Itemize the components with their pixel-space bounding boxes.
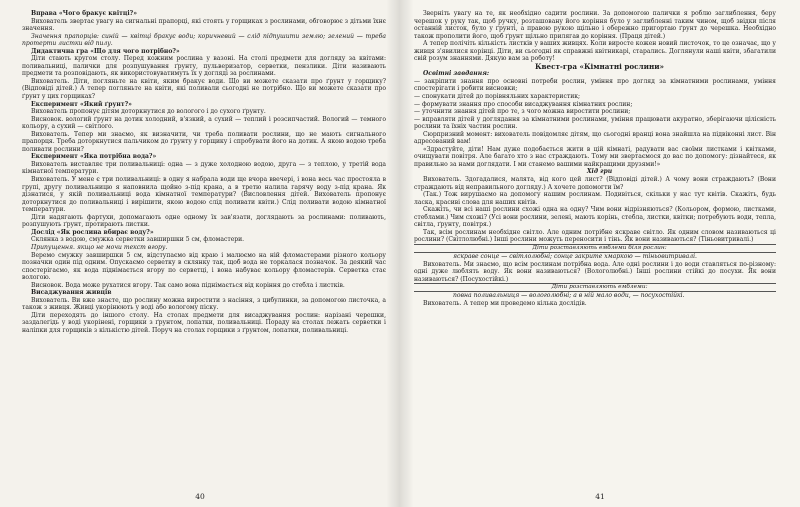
tasks-label: Освітні завдання: — [423, 70, 490, 78]
paragraph: Вихователь. А тепер ми проведемо кілька дослідів. — [423, 299, 587, 307]
paragraph: Висновок. вологий ґрунт на дотик холодний, в'язкий, а сухий — теплий і розсипчастий. Вологий — темного кольору, а сухий — світлого. — [22, 115, 386, 131]
paragraph: Вихователь звертає увагу на сигнальні прапорці, які стоять у горщиках з рослинами, обговорює з дітьми їхнє значення. — [22, 17, 386, 33]
task-item: — вправляти дітей у доглядання за кімнатними рослинами, уміння працювати акуратно, зберігаючи цілісність рослини та їхніх частин рослин. — [414, 115, 776, 131]
paragraph: Вихователь. Здогадалися, малята, від кого цей лист? (Відповіді дітей.) А чому вони страждають? (Вони страждають від неправильного догляду.) А хочете допомогти їм? — [414, 176, 776, 191]
task-item: — уточнити знання дітей про те, з чого можна виростити рослини; — [414, 108, 631, 116]
section-heading: Дидактична гра «Що для чого потрібно?» — [31, 47, 180, 55]
paragraph: Діти надягають фартухи, допомагають одне одному їх зав'язати, доглядають за рослинами: поливають, розпушують ґрунт, протирають листки. — [22, 213, 386, 229]
task-item: — закріпити знання про основні потреби рослин, уміння про догляд за кімнатними рослинами, уміння спостерігати і робити висновки; — [414, 77, 776, 93]
page-number: 41 — [595, 492, 605, 501]
paragraph: Вихователь. Діти, погляньте на квіти, яким бракує води. Що ви можете сказати про ґрунт у горщику? (Відповіді дітей.) А тепер погляньте на квіти, які поливали сьогодні не потрібно. Що ви можете сказати про ґрунт у цих горщиках? — [22, 77, 386, 101]
section-heading: Вправа «Чого бракує квітці?» — [31, 10, 137, 17]
section-heading: Хід гри — [586, 168, 613, 176]
paragraph: (Так.) Тож вирушаємо на допомогу нашим рослинам. Подивіться, скільки у нас тут квітів. Скажіть, будь ласка, красиві слова для наших квітів. — [414, 191, 776, 206]
task-item: — спонукати дітей до порівняльних характеристик; — [414, 93, 581, 101]
section-heading: Експеримент «Яка потрібна вода?» — [31, 153, 157, 161]
paragraph: Сюрпризний момент: вихователь повідомляє дітям, що сьогодні вранці вона знайшла на підвіконні лист. Він адресований вам! — [414, 130, 776, 146]
right-page — [400, 0, 800, 507]
paragraph: Вихователь виставляє три поливальниці: одна — з дуже холодною водою, друга — з теплою, у третій вода кімнатної температури. — [22, 160, 386, 176]
paragraph: Зверніть увагу на те, як необхідно садити рослини. За допомогою палички я роблю заглиблення, беру черешок у руку так, щоб ручку, розташовану його коріння було у заглибленні таким чином, щоб звідки після останній листок, було у ґрунті, а правою рукою щільно і обережно пригортаю ґрунт до черешка. Необхідно також прополити його, щоб ґрунт щільно прилягав до коріння. (Праця дітей.) — [414, 10, 776, 40]
paragraph: Висновок. Вода може рухатися вгору. Так само вона піднімається від коріння до стебла і листків. — [31, 281, 345, 289]
paragraph: Припущення. якщо не мочи текст вгору. — [31, 243, 168, 251]
paragraph: А тепер полічіть кількість листків у ваших живцях. Коли виросте кожен новий листочок, то це означає, що у живця з'явилися корінці. Діти, ви сьогодні як справжні квітникарі, старались. Доглянули наші квіти, збагатили свій розум знаннями. Дякую вам за роботу! — [414, 40, 776, 63]
caption-box: Діти розставляють емблеми: — [414, 283, 776, 292]
section-heading: Висаджування живців — [31, 289, 112, 297]
page-number: 40 — [195, 492, 205, 501]
left-page-content — [22, 10, 386, 335]
paragraph: Вихователь. Тепер ми знаємо, як визначити, чи треба поливати рослини, що не мають сигнального прапорця. Треба доторкнутися пальчиком до ґрунту у горщику і спробувати його на дотик. А якою водою треба поливати рослини? — [22, 130, 386, 153]
letter-text: «Здрастуйте, діти! Нам дуже подобається жити в цій кімнаті, радувати вас своїми листками і квітками, очищувати повітря. Але багато хто з нас страждають. Тому ми звертаємося до вас по допомогу: дізнайтеся, як правильно за нами доглядати. І ми станемо вашими найкращими друзями!» — [414, 145, 776, 168]
emblem-list: яскраве сонце — світлолюбні; сонце закрите хмаркою — тіньовитривалі. — [453, 252, 697, 260]
right-page-content — [414, 10, 776, 307]
paragraph: Веремо смужку завширшки 5 см, відступаємо від краю і малюємо на ній фломастерами різного кольору позначки один під одним. Опускаємо серветку в склянку так, щоб вода не торкалася позначок. За деякий час спостерігаємо, як вода піднімається вгору по серветці, і вона набуває кольору фломастерів. Серветка стає вологою. — [22, 251, 386, 282]
paragraph: Вихователь пропонує дітям доторкнутися до вологого і до сухого ґрунту. — [31, 108, 266, 116]
paragraph: Скажіть, чи всі наші рослини схожі одна на одну? Чим вони відрізняються? (Кольором, формою, листками, стеблами.) Чим схожі? (Усі вони рослини, зелені, мають корінь, стебла, листки, квітки; потребують води, тепла, світла, ґрунту, повітря.) — [414, 206, 776, 229]
paragraph: Склянка з водою, смужка серветки завширшки 5 см, фломастери. — [31, 236, 245, 244]
section-heading: Дослід «Як рослина вбирає воду?» — [31, 228, 154, 236]
paragraph: Значення прапорців: синій — квітці бракує води; коричневий — слід підпушити землю; зелений — треба протерти листки від пилу. — [22, 32, 386, 48]
caption-box: Діти розставляють емблеми біля рослин: — [414, 244, 776, 253]
paragraph: Діти переходять до іншого столу. На столах предмети для висаджування рослин: нарізані черешки, заздалегідь у воді укорінені, горщики з ґрунтом, лопатки, поливальниці. Пораду на столах лежать серветки і наліпки для горщиків з кількістю дітей. Поруч на столах горщики з ґрунтом, лопатки, поливальниці. — [22, 311, 386, 334]
section-heading: Експеримент «Який ґрунт?» — [31, 100, 132, 108]
task-item: — формувати знання про способи висаджування кімнатних рослин; — [414, 100, 633, 108]
paragraph: Вихователь. Ви вже знаєте, що рослину можна виростити з насіння, з цибулинки, за допомогою листочка, а також з живця. Живці укорінюють у воді або вологому піску. — [22, 296, 386, 312]
paragraph: Вихователь. У мене є три поливальниці: в одну я набрала води ще вчора ввечері, і вона весь час простояла в групі, другу поливальницю я наповнила щойно з-під крана, а в третю налила гарячу воду з-під крана. Як дізнатися, у якій поливальниці вода кімнатної температури? (Висловлення дітей. Вихователь пропонує доторкнутися до поливальниці і вирішити, якою водою слід поливати квіти.) Слід поливати водою кімнатної температури. — [22, 176, 386, 214]
paragraph: Так, всім рослинам необхідне світло. Але одним потрібне яскраве світло. Як одним словом називаються ці рослини? (Світлолюбні.) Інші рослини можуть переносити і тінь. Як вони називаються? (Тіньовитривалі.) — [414, 228, 776, 244]
paragraph: Вихователь. Ми знаємо, що всім рослинам потрібна вода. Але одні рослини і до води ставляться по-різному: одні дуже люблять воду. Як вони називаються? (Вологолюбні.) Інші рослини стійкі до посухи. Як вони називаються? (Посухостійкі.) — [414, 260, 776, 283]
quest-title: Квест-гра «Кімнатні рослини» — [534, 61, 665, 71]
paragraph: Діти стають кругом столу. Перед кожним рослина у вазоні. На столі предмети для догляду за квітами: поливальниці, палички для розпушування ґрунту, пульверизатор, серветки, пензлики. Діти називають предмети та розповідають, як використовуватимуть їх у догляді за рослинами. — [22, 55, 386, 78]
emblem-list: повна поливальниця — вологолюбні; а в ній мало води, — посухостійкі. — [453, 292, 685, 300]
